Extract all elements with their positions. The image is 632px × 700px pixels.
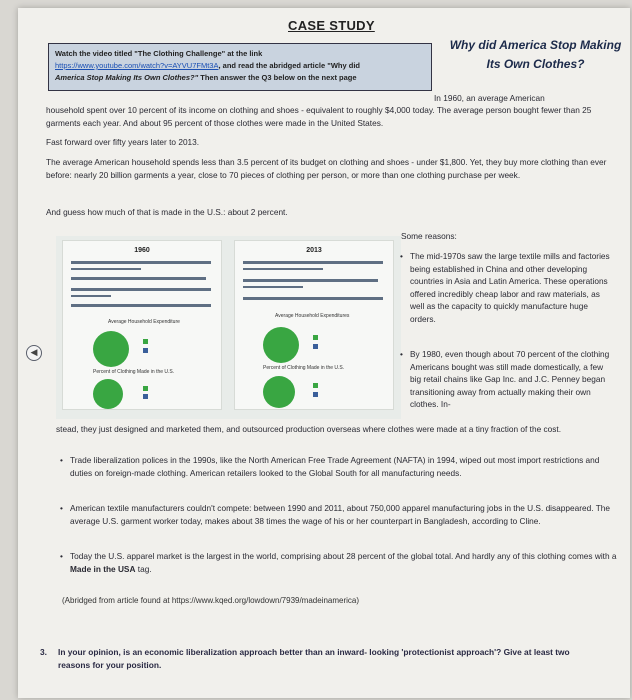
video-link[interactable]: https://www.youtube.com/watch?v=AYVU7FMt3A [55, 61, 219, 70]
infographic [56, 236, 401, 419]
text-line [243, 297, 383, 300]
paragraph-4: And guess how much of that is made in the U.S.: about 2 percent. [46, 207, 288, 217]
pie-label: Percent of Clothing Made in the U.S. [93, 369, 175, 375]
legend-swatch [143, 394, 148, 399]
paragraph-2: Fast forward over fifty years later to 2013. [46, 137, 200, 147]
clothing-made-pie [263, 376, 295, 408]
document-page [18, 8, 630, 698]
instruction-middle: , and read the abridged article "Why did [218, 61, 360, 70]
expenditure-label: Average Household Expenditures [275, 313, 350, 319]
expenditure-pie [263, 327, 299, 363]
question-text: In your opinion, is an economic liberalization approach better than an inward- looking 'protectionist approach'? Give at least two reasons for your position. [58, 647, 570, 670]
text-line [71, 261, 211, 264]
text-line [71, 277, 206, 280]
clothing-made-pie [93, 379, 123, 409]
reason-2: • By 1980, even though about 70 percent of the clothing Americans bought was still made domestically, a few big retail chains like Gap Inc. and J.C. Penney began transitioning away from actually making their own clothes. In- [410, 348, 615, 411]
instruction-prefix: Watch the video titled "The Clothing Challenge" at the link [55, 49, 263, 58]
year-2013: 2013 [306, 247, 322, 254]
legend-swatch [143, 348, 148, 353]
reason-3: • Trade liberalization polices in the 1990s, like the North American Free Trade Agreement (NAFTA) in 1994, wiped out most import restrictions and duties on foreign-made clothing. American retailers looked to the Global South for all manufacturing needs. [70, 454, 618, 479]
panel-2013 [234, 240, 394, 410]
text-line [243, 261, 383, 264]
reason-2-continued: stead, they just designed and marketed them, and outsourced production overseas where clothes were made at a tiny fraction of the cost. [56, 424, 562, 434]
question-number: 3. [40, 647, 47, 657]
legend-swatch [313, 344, 318, 349]
instruction-box [48, 43, 432, 91]
expenditure-pie [93, 331, 129, 367]
text-line [243, 279, 378, 282]
year-1960: 1960 [134, 247, 150, 254]
pie-label: Percent of Clothing Made in the U.S. [263, 365, 345, 371]
text-line [71, 288, 211, 291]
paragraph-3: The average American household spends less than 3.5 percent of its budget on clothing and shoes - under $1,800. Yet, they buy more clothing than ever before: nearly 20 billion garments a year, close to 70 pieces of clothing per person, or more than one clothing purchase per week. [46, 157, 607, 180]
article-heading: Why did America Stop Making Its Own Clothes? [449, 38, 622, 71]
legend-swatch [143, 386, 148, 391]
source-citation: (Abridged from article found at https://www.kqed.org/lowdown/7939/madeinamerica) [62, 596, 360, 605]
legend-swatch [313, 335, 318, 340]
reason-5 [70, 550, 618, 575]
made-in-usa: Made in the USA [70, 563, 136, 574]
reason-4: • American textile manufacturers couldn't compete: between 1990 and 2011, about 750,000 apparel manufacturing jobs in the U.S. disappeared. The average U.S. garment worker today, makes about 38 times the wage of his or her counterpart in Bangladesh, according to Cline. [70, 502, 618, 527]
question-3 [40, 646, 598, 672]
article-title: America Stop Making Its Own Clothes?" [55, 73, 199, 82]
reason-5-text: Today the U.S. apparel market is the largest in the world, comprising about 28 percent of the global total. And hardly any of this clothing comes with a [70, 551, 617, 561]
text-line [243, 286, 303, 288]
expenditure-label: Average Household Expenditure [108, 319, 180, 325]
legend-swatch [313, 392, 318, 397]
text-line [243, 268, 323, 270]
instruction-suffix: Then answer the Q3 below on the next page [198, 73, 357, 82]
legend-swatch [143, 339, 148, 344]
page-title: CASE STUDY [288, 18, 375, 33]
intro-tail: In 1960, an average American [434, 93, 545, 103]
reasons-heading: Some reasons: [401, 231, 457, 241]
text-line [71, 295, 111, 297]
text-line [71, 268, 141, 270]
reason-5-tail: tag. [135, 563, 152, 574]
text-line [71, 304, 211, 307]
legend-swatch [313, 383, 318, 388]
back-arrow-icon[interactable]: ◀ [26, 345, 42, 361]
paragraph-1: household spent over 10 percent of its income on clothing and shoes - equivalent to roughly $4,000 today. The average person bought fewer than 25 garments each year. And about 95 percent of those clothes were made in the United States. [46, 105, 592, 128]
panel-1960 [62, 240, 222, 410]
reason-1: • The mid-1970s saw the large textile mills and factories being established in China and other developing countries in Asia and Latin America. These operations offered incredibly cheap labor and raw materials, as well as the capacity to quickly manufacture huge orders. [410, 250, 615, 325]
